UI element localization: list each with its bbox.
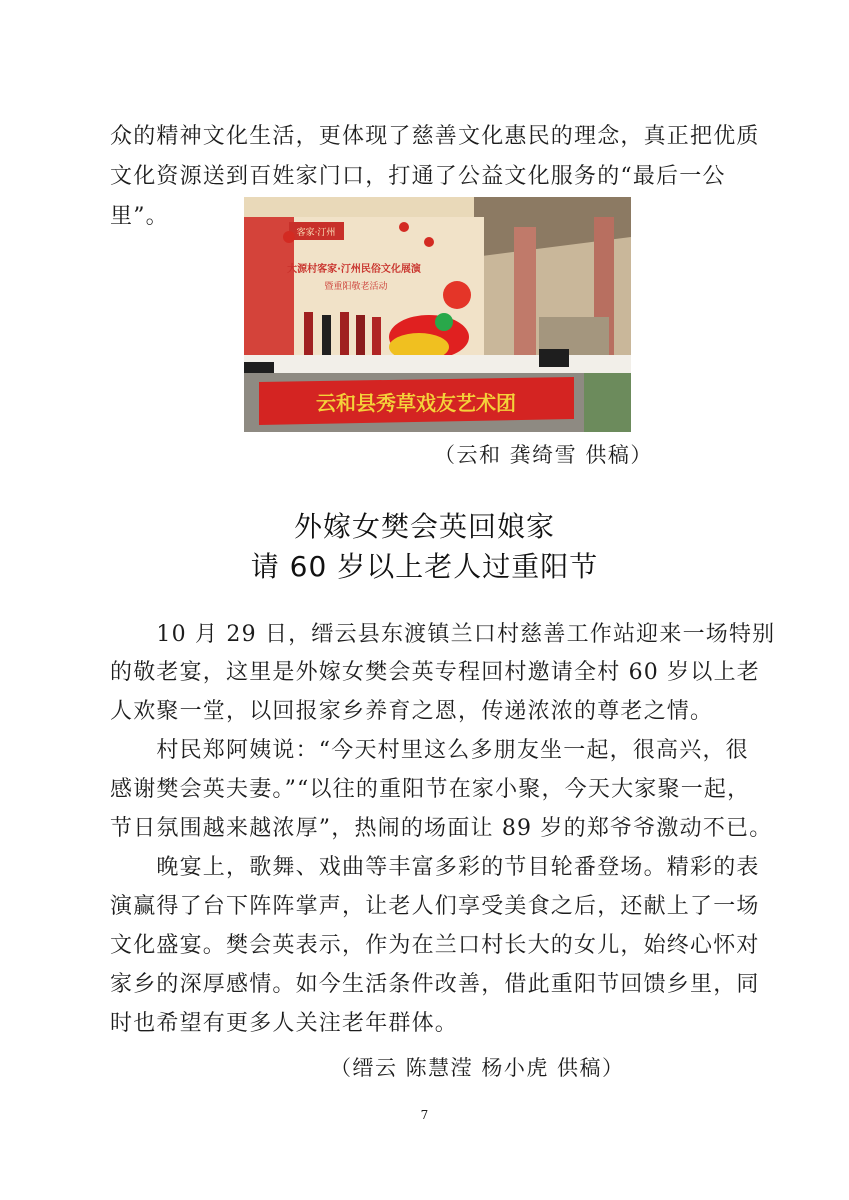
article-title-line-2: 请 60 岁以上老人过重阳节 xyxy=(250,550,599,583)
article-line: 人欢聚一堂，以回报家乡养育之恩，传递浓浓的尊老之情。 xyxy=(110,699,714,724)
article-line: 10 月 29 日，缙云县东渡镇兰口村慈善工作站迎来一场特别 xyxy=(110,622,776,647)
paragraph-line: 众的精神文化生活，更体现了慈善文化惠民的理念，真正把优质 xyxy=(110,124,760,149)
article-title-line-1: 外嫁女樊会英回娘家 xyxy=(293,510,555,543)
page-number: 7 xyxy=(420,1108,429,1122)
stage-photo-illustration xyxy=(244,197,631,432)
stage-sign-small: 客家·汀州 xyxy=(296,228,336,238)
stage-sign-main-2: 暨重阳敬老活动 xyxy=(324,282,388,292)
paragraph-line: 文化资源送到百姓家门口，打通了公益文化服务的“最后一公 xyxy=(110,164,726,189)
article-line: 感谢樊会英夫妻。”“以往的重阳节在家小聚，今天大家聚一起， xyxy=(110,777,751,802)
article-line: 时也希望有更多人关注老年群体。 xyxy=(110,1011,459,1036)
article-line: 演赢得了台下阵阵掌声，让老人们享受美食之后，还献上了一场 xyxy=(110,894,760,919)
stage-sign-main-1: 大源村客家·汀州民俗文化展演 xyxy=(287,264,421,275)
event-photo xyxy=(244,197,631,432)
article-line: 村民郑阿姨说：“今天村里这么多朋友坐一起，很高兴，很 xyxy=(110,738,749,763)
stage-banner-text: 云和县秀草戏友艺术团 xyxy=(316,391,516,415)
photo-credit: （云和 龚绮雪 供稿） xyxy=(434,443,653,467)
paragraph-line: 里”。 xyxy=(110,204,169,229)
article-line: 文化盛宴。樊会英表示，作为在兰口村长大的女儿，始终心怀对 xyxy=(110,933,760,958)
article-credit: （缙云 陈慧滢 杨小虎 供稿） xyxy=(330,1056,625,1080)
article-line: 的敬老宴，这里是外嫁女樊会英专程回村邀请全村 60 岁以上老 xyxy=(110,660,760,685)
article-line: 家乡的深厚感情。如今生活条件改善，借此重阳节回馈乡里，同 xyxy=(110,972,760,997)
article-line: 晚宴上，歌舞、戏曲等丰富多彩的节目轮番登场。精彩的表 xyxy=(110,855,760,880)
article-line: 节日氛围越来越浓厚”，热闹的场面让 89 岁的郑爷爷激动不已。 xyxy=(110,816,773,841)
